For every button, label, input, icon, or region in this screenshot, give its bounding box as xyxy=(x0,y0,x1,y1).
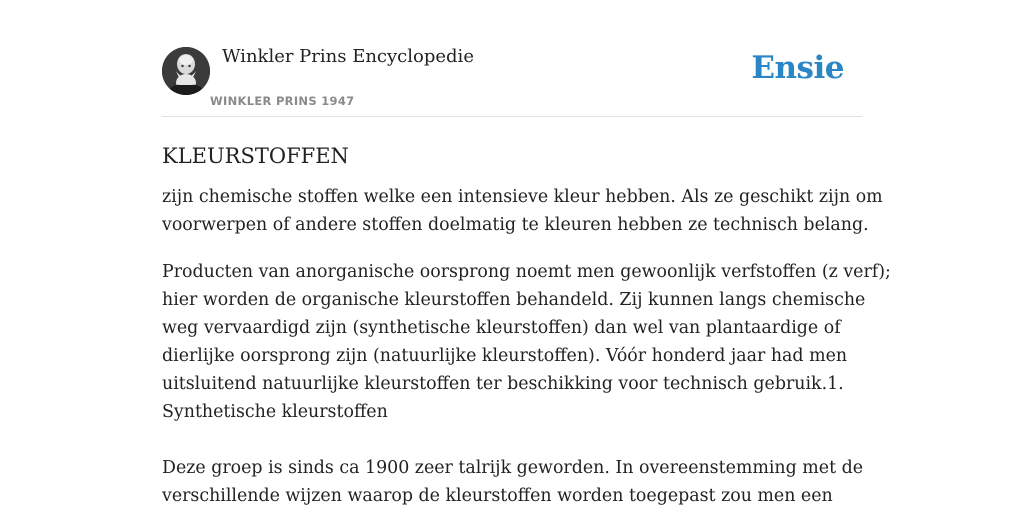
article-title: KLEURSTOFFEN xyxy=(162,144,349,168)
source-subtitle: WINKLER PRINS 1947 xyxy=(210,94,355,108)
page xyxy=(162,0,891,510)
text-line: uitsluitend natuurlijke kleurstoffen ter beschikking voor technisch gebruik.1. xyxy=(162,374,844,394)
article-paragraph-1 xyxy=(162,183,883,239)
brand-logo-link[interactable]: Ensie xyxy=(751,50,844,86)
text-line: voorwerpen of andere stoffen doelmatig te kleuren hebben ze technisch belang. xyxy=(162,215,869,235)
text-line: verschillende wijzen waarop de kleurstoffen worden toegepast zou men een xyxy=(162,486,833,506)
text-line: weg vervaardigd zijn (synthetische kleurstoffen) dan wel van plantaardige of xyxy=(162,318,841,338)
text-line: Producten van anorganische oorsprong noemt men gewoonlijk verfstoffen (z verf); xyxy=(162,262,891,282)
article-paragraph-2 xyxy=(162,258,891,426)
text-line: dierlijke oorsprong zijn (natuurlijke kleurstoffen). Vóór honderd jaar had men xyxy=(162,346,848,366)
text-line: hier worden de organische kleurstoffen behandeld. Zij kunnen langs chemische xyxy=(162,290,866,310)
source-title-link[interactable]: Winkler Prins Encyclopedie xyxy=(222,46,474,67)
portrait-photo-icon xyxy=(162,47,210,95)
article-paragraph-3 xyxy=(162,454,862,510)
text-line: zijn chemische stoffen welke een intensieve kleur hebben. Als ze geschikt zijn om xyxy=(162,187,883,207)
header xyxy=(162,0,862,117)
avatar[interactable] xyxy=(162,47,210,95)
text-line: Synthetische kleurstoffen xyxy=(162,402,388,422)
text-line: Deze groep is sinds ca 1900 zeer talrijk geworden. In overeenstemming met de xyxy=(162,458,864,478)
